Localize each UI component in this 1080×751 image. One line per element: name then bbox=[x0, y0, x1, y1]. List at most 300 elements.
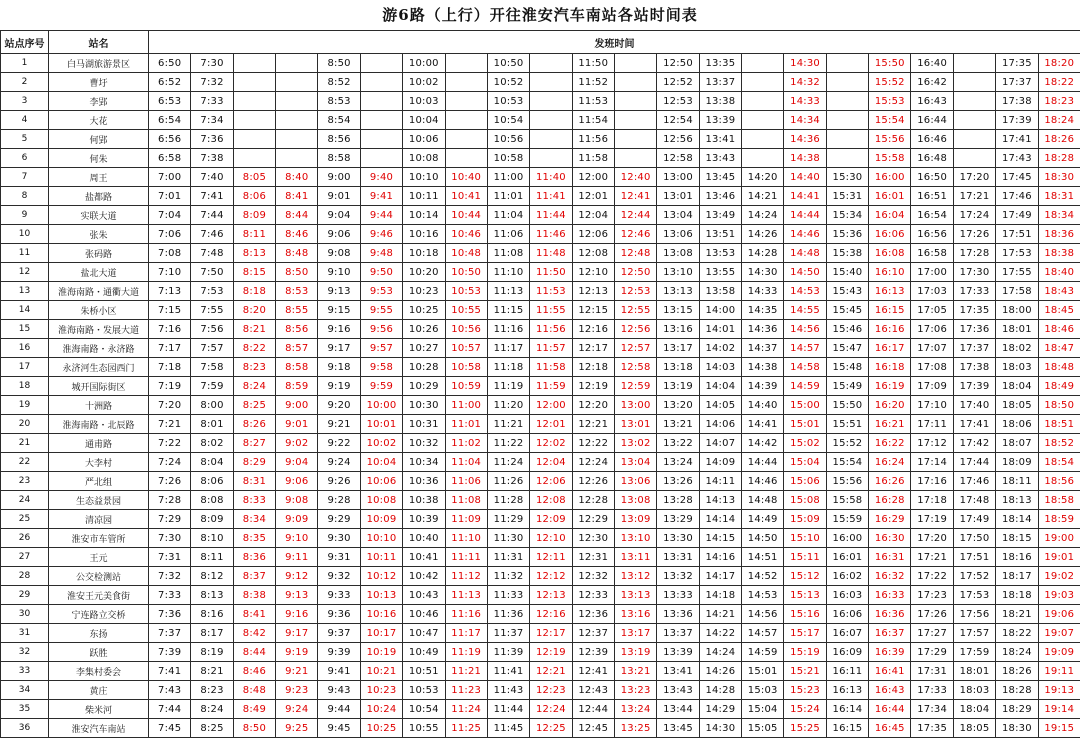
table-row bbox=[1, 453, 1080, 472]
departure-time: 10:21 bbox=[360, 662, 402, 681]
departure-time: 7:59 bbox=[191, 377, 233, 396]
departure-time: 15:03 bbox=[742, 681, 784, 700]
departure-time: 16:19 bbox=[869, 377, 911, 396]
departure-time: 10:02 bbox=[360, 434, 402, 453]
departure-time: 8:25 bbox=[233, 396, 275, 415]
departure-time: 16:41 bbox=[869, 662, 911, 681]
departure-time: 8:50 bbox=[276, 263, 318, 282]
header-seq: 站点序号 bbox=[1, 31, 49, 54]
departure-time: 14:16 bbox=[699, 548, 741, 567]
departure-time: 11:13 bbox=[445, 586, 487, 605]
timetable bbox=[0, 30, 1080, 738]
departure-time: 14:11 bbox=[699, 472, 741, 491]
stop-number: 18 bbox=[1, 377, 49, 396]
table-row bbox=[1, 244, 1080, 263]
departure-time: 9:53 bbox=[360, 282, 402, 301]
departure-time: 13:16 bbox=[657, 320, 699, 339]
stop-number: 36 bbox=[1, 719, 49, 738]
departure-time: 15:54 bbox=[826, 453, 868, 472]
departure-time: 15:23 bbox=[784, 681, 826, 700]
departure-time: 13:32 bbox=[657, 567, 699, 586]
page-title: 游6路（上行）开往淮安汽车南站各站时间表 bbox=[382, 6, 698, 24]
departure-time: 9:36 bbox=[318, 605, 360, 624]
departure-time: 13:55 bbox=[699, 263, 741, 282]
departure-time bbox=[614, 73, 656, 92]
departure-time: 12:06 bbox=[572, 225, 614, 244]
departure-time: 12:13 bbox=[530, 586, 572, 605]
departure-time: 12:59 bbox=[614, 377, 656, 396]
departure-time: 8:46 bbox=[233, 662, 275, 681]
departure-time: 14:14 bbox=[699, 510, 741, 529]
stop-name: 盐北大道 bbox=[49, 263, 149, 282]
departure-time: 14:30 bbox=[699, 719, 741, 738]
departure-time bbox=[276, 92, 318, 111]
departure-time: 10:30 bbox=[403, 396, 445, 415]
departure-time: 15:47 bbox=[826, 339, 868, 358]
departure-time bbox=[826, 111, 868, 130]
departure-time: 17:27 bbox=[911, 624, 953, 643]
departure-time: 7:41 bbox=[191, 187, 233, 206]
departure-time: 7:01 bbox=[149, 187, 191, 206]
departure-time: 16:07 bbox=[826, 624, 868, 643]
departure-time bbox=[530, 149, 572, 168]
departure-time: 9:48 bbox=[360, 244, 402, 263]
departure-time: 13:19 bbox=[614, 643, 656, 662]
departure-time: 18:03 bbox=[953, 681, 995, 700]
departure-time: 8:33 bbox=[233, 491, 275, 510]
departure-time bbox=[742, 54, 784, 73]
departure-time: 12:30 bbox=[572, 529, 614, 548]
departure-time: 9:40 bbox=[360, 168, 402, 187]
departure-time: 10:04 bbox=[360, 453, 402, 472]
departure-time: 12:46 bbox=[614, 225, 656, 244]
departure-time: 11:21 bbox=[445, 662, 487, 681]
departure-time: 11:01 bbox=[445, 415, 487, 434]
departure-time: 11:02 bbox=[445, 434, 487, 453]
departure-time: 10:58 bbox=[445, 358, 487, 377]
stop-name: 清凉园 bbox=[49, 510, 149, 529]
departure-time: 7:06 bbox=[149, 225, 191, 244]
stop-name: 盐都路 bbox=[49, 187, 149, 206]
departure-time: 16:58 bbox=[911, 244, 953, 263]
departure-time: 16:22 bbox=[869, 434, 911, 453]
departure-time: 15:49 bbox=[826, 377, 868, 396]
departure-time: 13:20 bbox=[657, 396, 699, 415]
departure-time: 8:55 bbox=[276, 301, 318, 320]
departure-time: 13:08 bbox=[657, 244, 699, 263]
departure-time: 15:11 bbox=[784, 548, 826, 567]
departure-time: 11:41 bbox=[487, 662, 529, 681]
departure-time: 13:17 bbox=[657, 339, 699, 358]
departure-time: 11:56 bbox=[530, 320, 572, 339]
departure-time: 12:43 bbox=[572, 681, 614, 700]
departure-time: 8:49 bbox=[233, 700, 275, 719]
departure-time: 11:10 bbox=[487, 263, 529, 282]
departure-time: 9:15 bbox=[318, 301, 360, 320]
departure-time: 7:24 bbox=[149, 453, 191, 472]
departure-time: 11:52 bbox=[572, 73, 614, 92]
departure-time: 18:59 bbox=[1038, 510, 1080, 529]
departure-time: 14:53 bbox=[742, 586, 784, 605]
departure-time: 18:16 bbox=[996, 548, 1038, 567]
stop-name: 淮安王元美食街 bbox=[49, 586, 149, 605]
departure-time: 14:34 bbox=[784, 111, 826, 130]
departure-time: 10:49 bbox=[403, 643, 445, 662]
departure-time: 9:31 bbox=[318, 548, 360, 567]
departure-time bbox=[953, 111, 995, 130]
departure-time: 12:45 bbox=[572, 719, 614, 738]
departure-time: 16:43 bbox=[869, 681, 911, 700]
departure-time: 18:04 bbox=[996, 377, 1038, 396]
departure-time: 13:30 bbox=[657, 529, 699, 548]
departure-time: 15:56 bbox=[826, 472, 868, 491]
departure-time: 14:37 bbox=[742, 339, 784, 358]
departure-time: 10:18 bbox=[403, 244, 445, 263]
departure-time: 7:30 bbox=[191, 54, 233, 73]
stop-name: 公交检测站 bbox=[49, 567, 149, 586]
departure-time: 17:40 bbox=[953, 396, 995, 415]
departure-time: 16:46 bbox=[911, 130, 953, 149]
table-row bbox=[1, 567, 1080, 586]
departure-time: 12:19 bbox=[572, 377, 614, 396]
departure-time: 8:16 bbox=[191, 605, 233, 624]
stop-number: 16 bbox=[1, 339, 49, 358]
departure-time: 17:03 bbox=[911, 282, 953, 301]
departure-time: 7:46 bbox=[191, 225, 233, 244]
departure-time: 10:42 bbox=[403, 567, 445, 586]
departure-time: 18:23 bbox=[1038, 92, 1080, 111]
departure-time: 18:47 bbox=[1038, 339, 1080, 358]
departure-time: 9:39 bbox=[318, 643, 360, 662]
departure-time: 15:25 bbox=[784, 719, 826, 738]
departure-time bbox=[445, 130, 487, 149]
departure-time: 11:53 bbox=[572, 92, 614, 111]
departure-time: 14:40 bbox=[784, 168, 826, 187]
departure-time: 10:28 bbox=[403, 358, 445, 377]
departure-time bbox=[530, 54, 572, 73]
departure-time: 18:24 bbox=[1038, 111, 1080, 130]
stop-number: 21 bbox=[1, 434, 49, 453]
departure-time: 18:34 bbox=[1038, 206, 1080, 225]
departure-time: 7:37 bbox=[149, 624, 191, 643]
departure-time bbox=[953, 73, 995, 92]
departure-time: 15:04 bbox=[784, 453, 826, 472]
departure-time: 8:13 bbox=[191, 586, 233, 605]
departure-time: 9:00 bbox=[318, 168, 360, 187]
departure-time: 8:21 bbox=[233, 320, 275, 339]
departure-time: 14:57 bbox=[784, 339, 826, 358]
departure-time: 7:26 bbox=[149, 472, 191, 491]
departure-time: 16:56 bbox=[911, 225, 953, 244]
departure-time: 11:37 bbox=[487, 624, 529, 643]
departure-time: 18:11 bbox=[996, 472, 1038, 491]
departure-time: 10:44 bbox=[445, 206, 487, 225]
departure-time: 16:00 bbox=[826, 529, 868, 548]
departure-time: 13:21 bbox=[657, 415, 699, 434]
departure-time: 8:27 bbox=[233, 434, 275, 453]
departure-time: 11:50 bbox=[572, 54, 614, 73]
departure-time: 10:03 bbox=[403, 92, 445, 111]
departure-time: 7:17 bbox=[149, 339, 191, 358]
stop-name: 李郢 bbox=[49, 92, 149, 111]
departure-time: 12:48 bbox=[614, 244, 656, 263]
departure-time bbox=[614, 149, 656, 168]
departure-time: 11:08 bbox=[445, 491, 487, 510]
stop-name: 朱桥小区 bbox=[49, 301, 149, 320]
departure-time: 8:48 bbox=[276, 244, 318, 263]
departure-time: 18:43 bbox=[1038, 282, 1080, 301]
departure-time: 12:55 bbox=[614, 301, 656, 320]
departure-time: 16:30 bbox=[869, 529, 911, 548]
departure-time: 14:26 bbox=[699, 662, 741, 681]
departure-time: 15:24 bbox=[784, 700, 826, 719]
departure-time: 8:50 bbox=[233, 719, 275, 738]
departure-time: 11:17 bbox=[445, 624, 487, 643]
departure-time: 9:23 bbox=[276, 681, 318, 700]
departure-time: 10:41 bbox=[445, 187, 487, 206]
departure-time: 17:52 bbox=[953, 567, 995, 586]
departure-time: 13:49 bbox=[699, 206, 741, 225]
departure-time: 14:26 bbox=[742, 225, 784, 244]
departure-time: 12:13 bbox=[572, 282, 614, 301]
departure-time: 13:01 bbox=[614, 415, 656, 434]
departure-time: 13:04 bbox=[657, 206, 699, 225]
departure-time: 12:39 bbox=[572, 643, 614, 662]
departure-time: 16:21 bbox=[869, 415, 911, 434]
departure-time bbox=[953, 54, 995, 73]
departure-time: 10:24 bbox=[360, 700, 402, 719]
departure-time: 9:17 bbox=[276, 624, 318, 643]
departure-time: 18:07 bbox=[996, 434, 1038, 453]
departure-time: 12:50 bbox=[657, 54, 699, 73]
departure-time: 11:32 bbox=[487, 567, 529, 586]
departure-time: 10:14 bbox=[403, 206, 445, 225]
stop-number: 33 bbox=[1, 662, 49, 681]
stop-name: 周王 bbox=[49, 168, 149, 187]
departure-time: 16:10 bbox=[869, 263, 911, 282]
departure-time: 12:02 bbox=[530, 434, 572, 453]
departure-time: 12:40 bbox=[614, 168, 656, 187]
departure-time: 17:11 bbox=[911, 415, 953, 434]
departure-time: 10:55 bbox=[403, 719, 445, 738]
departure-time: 16:44 bbox=[869, 700, 911, 719]
departure-time: 16:31 bbox=[869, 548, 911, 567]
departure-time: 18:15 bbox=[996, 529, 1038, 548]
departure-time: 14:40 bbox=[742, 396, 784, 415]
departure-time: 13:45 bbox=[657, 719, 699, 738]
departure-time: 10:02 bbox=[403, 73, 445, 92]
departure-time: 8:09 bbox=[233, 206, 275, 225]
departure-time: 11:40 bbox=[530, 168, 572, 187]
departure-time: 11:58 bbox=[530, 358, 572, 377]
departure-time: 16:02 bbox=[826, 567, 868, 586]
departure-time: 13:10 bbox=[657, 263, 699, 282]
stop-number: 15 bbox=[1, 320, 49, 339]
departure-time: 8:52 bbox=[318, 73, 360, 92]
departure-time: 9:13 bbox=[318, 282, 360, 301]
departure-time: 8:57 bbox=[276, 339, 318, 358]
departure-time: 10:17 bbox=[360, 624, 402, 643]
departure-time: 7:13 bbox=[149, 282, 191, 301]
departure-time: 12:29 bbox=[572, 510, 614, 529]
departure-time: 17:50 bbox=[953, 529, 995, 548]
departure-time: 10:10 bbox=[360, 529, 402, 548]
departure-time: 14:29 bbox=[699, 700, 741, 719]
departure-time: 12:12 bbox=[530, 567, 572, 586]
departure-time: 19:15 bbox=[1038, 719, 1080, 738]
departure-time: 9:02 bbox=[276, 434, 318, 453]
departure-time: 11:16 bbox=[445, 605, 487, 624]
departure-time: 18:02 bbox=[996, 339, 1038, 358]
departure-time: 7:33 bbox=[191, 92, 233, 111]
departure-time: 15:51 bbox=[826, 415, 868, 434]
departure-time: 7:44 bbox=[149, 700, 191, 719]
departure-time: 18:28 bbox=[1038, 149, 1080, 168]
departure-time: 17:42 bbox=[953, 434, 995, 453]
departure-time: 10:16 bbox=[360, 605, 402, 624]
departure-time: 11:59 bbox=[530, 377, 572, 396]
departure-time: 14:50 bbox=[742, 529, 784, 548]
departure-time: 14:41 bbox=[784, 187, 826, 206]
departure-time: 12:58 bbox=[614, 358, 656, 377]
table-row bbox=[1, 111, 1080, 130]
departure-time: 7:28 bbox=[149, 491, 191, 510]
departure-time: 14:24 bbox=[742, 206, 784, 225]
departure-time: 14:42 bbox=[742, 434, 784, 453]
departure-time bbox=[276, 73, 318, 92]
departure-time: 18:48 bbox=[1038, 358, 1080, 377]
departure-time: 15:46 bbox=[826, 320, 868, 339]
departure-time: 17:53 bbox=[996, 244, 1038, 263]
departure-time: 7:00 bbox=[149, 168, 191, 187]
departure-time: 16:32 bbox=[869, 567, 911, 586]
departure-time: 18:22 bbox=[1038, 73, 1080, 92]
departure-time: 10:23 bbox=[403, 282, 445, 301]
stop-name: 生态益景园 bbox=[49, 491, 149, 510]
departure-time: 13:06 bbox=[614, 472, 656, 491]
departure-time: 14:13 bbox=[699, 491, 741, 510]
departure-time: 10:13 bbox=[360, 586, 402, 605]
departure-time: 14:59 bbox=[742, 643, 784, 662]
departure-time: 8:59 bbox=[276, 377, 318, 396]
departure-time: 8:24 bbox=[233, 377, 275, 396]
departure-time: 11:44 bbox=[530, 206, 572, 225]
departure-time bbox=[742, 130, 784, 149]
departure-time: 14:33 bbox=[784, 92, 826, 111]
departure-time: 10:08 bbox=[360, 491, 402, 510]
departure-time: 12:32 bbox=[572, 567, 614, 586]
departure-time: 16:28 bbox=[869, 491, 911, 510]
departure-time: 13:43 bbox=[657, 681, 699, 700]
departure-time: 9:46 bbox=[360, 225, 402, 244]
departure-time: 16:16 bbox=[869, 320, 911, 339]
departure-time: 14:38 bbox=[742, 358, 784, 377]
departure-time: 11:19 bbox=[487, 377, 529, 396]
departure-time: 12:24 bbox=[572, 453, 614, 472]
departure-time: 10:16 bbox=[403, 225, 445, 244]
departure-time: 18:24 bbox=[996, 643, 1038, 662]
departure-time: 13:00 bbox=[657, 168, 699, 187]
departure-time: 17:28 bbox=[953, 244, 995, 263]
departure-time: 19:06 bbox=[1038, 605, 1080, 624]
departure-time: 15:50 bbox=[869, 54, 911, 73]
departure-time: 11:24 bbox=[445, 700, 487, 719]
table-row bbox=[1, 605, 1080, 624]
departure-time: 8:13 bbox=[233, 244, 275, 263]
departure-time: 10:11 bbox=[403, 187, 445, 206]
departure-time: 14:39 bbox=[742, 377, 784, 396]
departure-time: 10:04 bbox=[403, 111, 445, 130]
departure-time: 14:48 bbox=[742, 491, 784, 510]
departure-time: 11:56 bbox=[572, 130, 614, 149]
stop-number: 23 bbox=[1, 472, 49, 491]
departure-time: 13:22 bbox=[657, 434, 699, 453]
departure-time: 14:36 bbox=[742, 320, 784, 339]
departure-time: 8:08 bbox=[191, 491, 233, 510]
departure-time: 10:00 bbox=[360, 396, 402, 415]
stop-number: 1 bbox=[1, 54, 49, 73]
departure-time: 10:59 bbox=[445, 377, 487, 396]
departure-time: 14:09 bbox=[699, 453, 741, 472]
departure-time: 16:08 bbox=[869, 244, 911, 263]
departure-time: 8:54 bbox=[318, 111, 360, 130]
departure-time bbox=[445, 54, 487, 73]
departure-time: 13:37 bbox=[657, 624, 699, 643]
departure-time: 8:50 bbox=[318, 54, 360, 73]
departure-time bbox=[360, 92, 402, 111]
departure-time: 11:30 bbox=[487, 529, 529, 548]
departure-time: 10:46 bbox=[403, 605, 445, 624]
departure-time: 6:50 bbox=[149, 54, 191, 73]
departure-time bbox=[233, 111, 275, 130]
departure-time: 17:41 bbox=[996, 130, 1038, 149]
departure-time: 14:22 bbox=[699, 624, 741, 643]
departure-time: 18:58 bbox=[1038, 491, 1080, 510]
departure-time: 14:28 bbox=[742, 244, 784, 263]
departure-time: 17:24 bbox=[953, 206, 995, 225]
table-row bbox=[1, 415, 1080, 434]
departure-time: 9:06 bbox=[318, 225, 360, 244]
departure-time: 12:23 bbox=[530, 681, 572, 700]
departure-time bbox=[614, 130, 656, 149]
departure-time: 11:00 bbox=[487, 168, 529, 187]
departure-time: 13:10 bbox=[614, 529, 656, 548]
departure-time: 11:19 bbox=[445, 643, 487, 662]
departure-time: 16:44 bbox=[911, 111, 953, 130]
departure-time: 11:15 bbox=[487, 301, 529, 320]
departure-time: 16:20 bbox=[869, 396, 911, 415]
departure-time: 18:20 bbox=[1038, 54, 1080, 73]
departure-time: 11:09 bbox=[445, 510, 487, 529]
departure-time: 19:01 bbox=[1038, 548, 1080, 567]
table-row bbox=[1, 529, 1080, 548]
departure-time: 11:53 bbox=[530, 282, 572, 301]
departure-time: 15:54 bbox=[869, 111, 911, 130]
departure-time: 10:38 bbox=[403, 491, 445, 510]
departure-time: 15:08 bbox=[784, 491, 826, 510]
departure-time: 18:00 bbox=[996, 301, 1038, 320]
table-row bbox=[1, 320, 1080, 339]
departure-time: 17:38 bbox=[996, 92, 1038, 111]
departure-time: 8:21 bbox=[191, 662, 233, 681]
departure-time: 9:24 bbox=[276, 700, 318, 719]
departure-time: 15:48 bbox=[826, 358, 868, 377]
departure-time: 8:18 bbox=[233, 282, 275, 301]
departure-time: 17:38 bbox=[953, 358, 995, 377]
departure-time: 11:46 bbox=[530, 225, 572, 244]
departure-time: 12:53 bbox=[614, 282, 656, 301]
stop-number: 10 bbox=[1, 225, 49, 244]
